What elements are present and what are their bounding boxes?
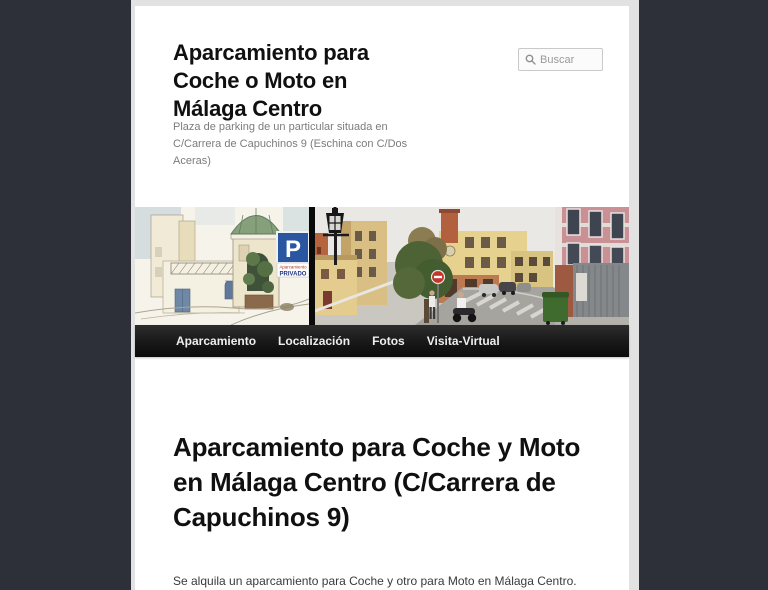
header-banner (135, 207, 629, 325)
svg-text:PRIVADO: PRIVADO (279, 271, 307, 278)
site-title-link[interactable]: Aparcamiento para Coche o Moto en Málaga Centro (173, 40, 369, 121)
webpage (135, 6, 629, 590)
header-image-watercolor-sketch (135, 207, 309, 325)
nav-item-fotos[interactable]: Fotos (372, 334, 405, 348)
private-parking-sign (277, 232, 309, 278)
main-navigation (135, 325, 629, 357)
page-frame (131, 0, 639, 590)
search-input[interactable] (540, 54, 598, 66)
post-title-link[interactable]: Aparcamiento para Coche y Moto en Málaga Centro (C/Carrera de Capuchinos 9) (173, 432, 581, 532)
nav-item-visita-virtual[interactable]: Visita-Virtual (426, 334, 500, 348)
site-tagline: Plaza de parking de un particular situada en C/Carrera de Capuchinos 9 (Eschina con C/Dos Aceras) (173, 121, 408, 167)
svg-text:Aparcamiento: Aparcamiento (279, 264, 307, 270)
post-excerpt: Se alquila un aparcamiento para Coche y otro para Moto en Málaga Centro. (173, 574, 577, 588)
svg-text:P: P (284, 236, 302, 263)
search-icon (525, 54, 536, 65)
search-box[interactable] (518, 48, 603, 71)
nav-item-aparcamiento[interactable]: Aparcamiento (176, 334, 257, 348)
header-image-street-photo (315, 207, 629, 325)
nav-item-localizacion[interactable]: Localización (278, 334, 351, 348)
